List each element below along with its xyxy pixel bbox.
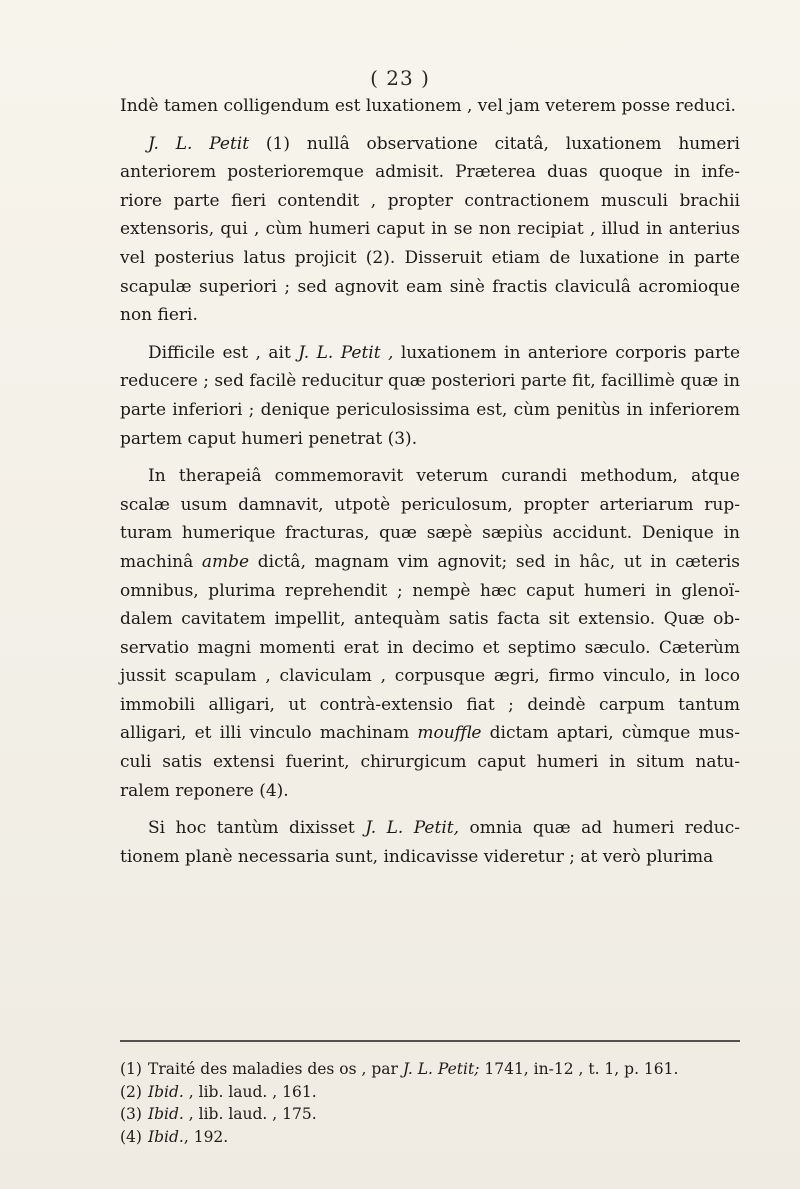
- footnote-4: [120, 1126, 740, 1149]
- footnote-2-text: , lib. laud. , 161.: [183, 1082, 317, 1101]
- footnote-3-ibid: Ibid.: [148, 1105, 184, 1123]
- paragraph-5-text-a: Si hoc tantùm dixisset: [148, 818, 366, 839]
- page-number: ( 23 ): [370, 66, 430, 90]
- paragraph-3: [120, 339, 740, 453]
- paragraph-3-text-b: luxationem in anteriore corporis parte reducere ; sed facilè reducitur quæ posteriori parte fit, facillimè quæ in parte inferiori ; denique periculosissima est, cùm penitùs in inferiorem partem caput humeri penetrat (3).: [120, 342, 741, 449]
- footnote-1-text-a: Traité des maladies des os , par: [148, 1060, 403, 1078]
- footnote-2: [120, 1081, 740, 1104]
- footnote-divider: [120, 1040, 740, 1042]
- paragraph-4-term-mouffle: mouffle: [417, 723, 482, 744]
- footnote-2-ibid: Ibid.: [148, 1082, 184, 1101]
- author-name: J. L. Petit: [148, 133, 250, 154]
- paragraph-2: [120, 130, 740, 330]
- footnote-4-number: (4): [120, 1127, 142, 1146]
- paragraph-4-text-a: In therapeiâ commemoravit veterum curandi methodum, atque scalæ usum damnavit, utpotè periculosum, propter arteriarum rup- turam humerique fracturas, quæ sæpè sæpiùs accidunt. Denique in machinâ: [120, 466, 740, 572]
- footnote-4-ibid: Ibid.: [148, 1127, 184, 1146]
- paragraph-4: [120, 462, 740, 805]
- footnote-1-text-b: 1741, in-12 , t. 1, p. 161.: [479, 1060, 679, 1078]
- paragraph-2-text: (1) nullâ observatione citatâ, luxationem humeri anteriorem posterioremque admisit. Præterea duas quoque in infe- riore parte fieri contendit , propter contractionem musculi brachii extensoris, qui , cùm humeri caput in se non recipiat , illud in anterius vel posterius latus projicit (2). Disseruit etiam de luxatione in parte scapulæ superiori ; sed agnovit eam sinè fractis claviculâ acromioque non fieri.: [120, 133, 740, 326]
- paragraph-1: [120, 92, 740, 121]
- main-text-block: [120, 92, 740, 871]
- paragraph-5-author: J. L. Petit,: [365, 818, 459, 839]
- paragraph-4-text-c: dictam aptari, cùmque mus- culi satis extensi fuerint, chirurgicum caput humeri in situm natu- ralem reponere (4).: [120, 723, 741, 801]
- footnote-4-text: , 192.: [183, 1127, 229, 1146]
- footnote-3-number: (3): [120, 1105, 142, 1123]
- footnote-3-text: , lib. laud. , 175.: [183, 1105, 317, 1123]
- footnote-2-number: (2): [120, 1082, 142, 1101]
- paragraph-4-term-ambe: ambe: [201, 551, 250, 572]
- footnotes: [120, 1058, 740, 1148]
- paragraph-4-text-b: dictâ, magnam vim agnovit; sed in hâc, ut in cæteris omnibus, plurima reprehendit ; nempè hæc caput humeri in glenoï- dalem cavitatem impellit, antequàm satis facta sit extensio. Quæ ob- servatio magni momenti erat in decimo et septimo sæculo. Cæterùm jussit scapulam , claviculam , corpusque ægri, firmo vinculo, in loco immobili alligari, ut contrà-extensio fiat ; deindè carpum tantum alligari, et illi vinculo machinam: [120, 551, 740, 744]
- paragraph-3-author: J. L. Petit ,: [298, 342, 394, 363]
- footnote-1-number: (1): [120, 1060, 142, 1078]
- paragraph-3-text-a: Difficile est , ait: [148, 342, 299, 363]
- footnote-1: [120, 1058, 740, 1081]
- paragraph-5-text-b: omnia quæ ad humeri reduc- tionem planè necessaria sunt, indicavisse videretur ; at verò plurima: [120, 818, 741, 867]
- paragraph-5: [120, 814, 740, 871]
- footnote-3: [120, 1103, 740, 1126]
- footnote-1-author: J. L. Petit;: [402, 1060, 480, 1078]
- paragraph-1-text: Indè tamen colligendum est luxationem , vel jam veterem posse reduci.: [120, 96, 736, 116]
